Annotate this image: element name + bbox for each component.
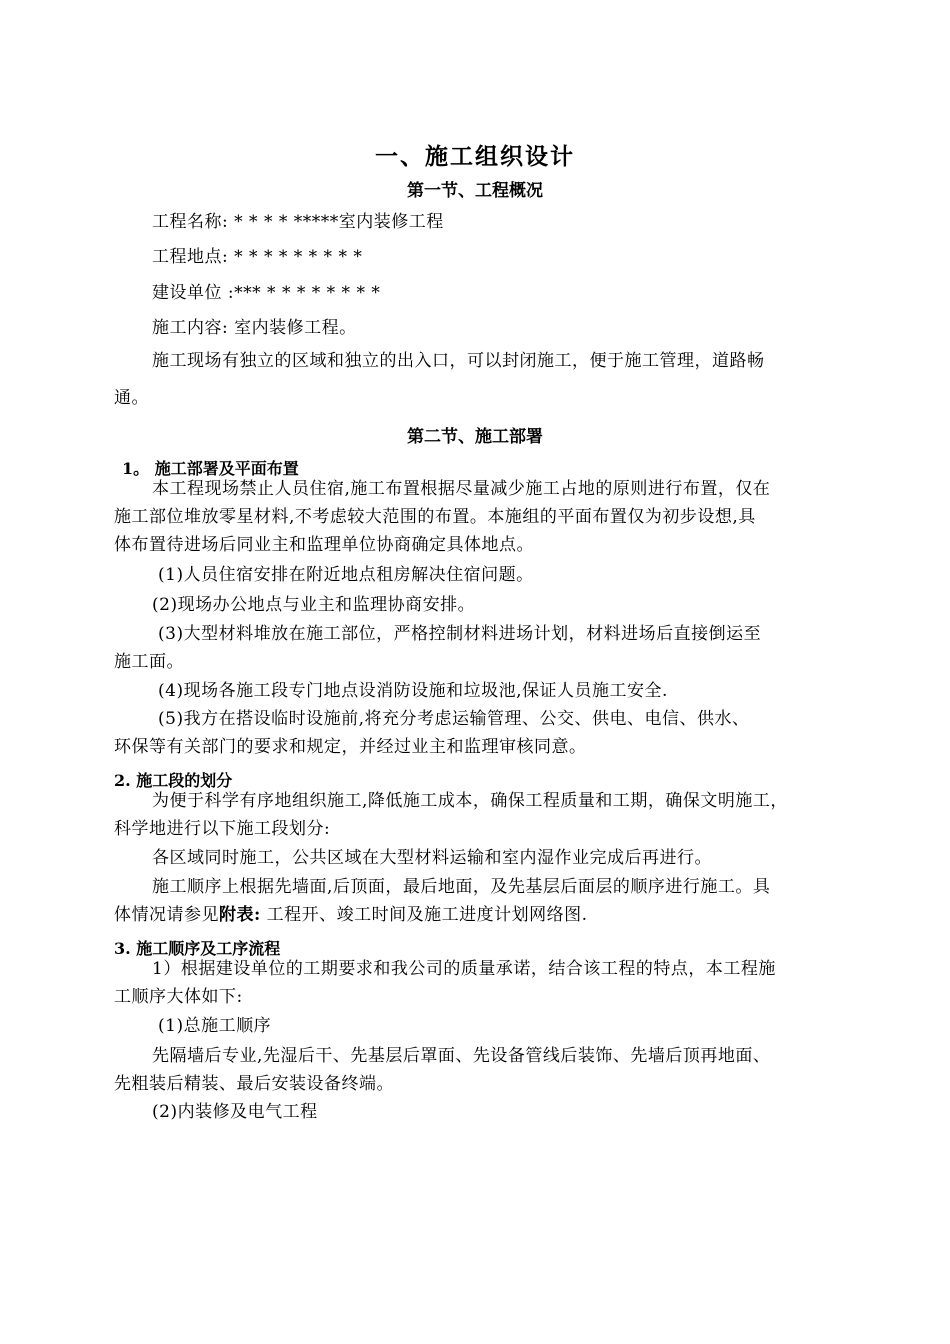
sub-heading: (2)内装修及电气工程 bbox=[152, 1102, 318, 1122]
paragraph-line: 工顺序大体如下: bbox=[114, 987, 243, 1007]
text-run: 体情况请参见 bbox=[114, 905, 219, 925]
paragraph-line: 体布置待进场后同业主和监理单位协商确定具体地点。 bbox=[114, 535, 534, 555]
owner-unit: 建设单位 :*** * * * * * * * * bbox=[152, 283, 381, 303]
section-1-title: 第一节、工程概况 bbox=[407, 181, 543, 201]
paragraph-line: 施工顺序上根据先墙面,后顶面，最后地面，及先基层后面层的顺序进行施工。具 bbox=[152, 877, 771, 897]
paragraph-line: 先隔墙后专业,先湿后干、先基层后罩面、先设备管线后装饰、先墙后顶再地面、 bbox=[152, 1046, 771, 1066]
project-location: 工程地点: * * * * * * * * * bbox=[152, 247, 363, 267]
document-title: 一、施工组织设计 bbox=[375, 143, 575, 170]
paragraph-line: 先粗装后精装、最后安装设备终端。 bbox=[114, 1074, 394, 1094]
list-item: (3)大型材料堆放在施工部位，严格控制材料进场计划，材料进场后直接倒运至 bbox=[158, 624, 762, 644]
project-name: 工程名称: * * * * *****室内装修工程 bbox=[152, 212, 444, 232]
site-description: 施工现场有独立的区域和独立的出入口，可以封闭施工，便于施工管理，道路畅 bbox=[152, 351, 765, 371]
text-run: 工程开、竣工时间及施工进度计划网络图. bbox=[260, 905, 588, 925]
list-item: (2)现场办公地点与业主和监理协商安排。 bbox=[152, 595, 476, 615]
list-item: (5)我方在搭设临时设施前,将充分考虑运输管理、公交、供电、电信、供水、 bbox=[158, 709, 750, 729]
list-item-cont: 环保等有关部门的要求和规定，并经过业主和监理审核同意。 bbox=[114, 737, 587, 757]
paragraph-line: 各区域同时施工，公共区域在大型材料运输和室内湿作业完成后再进行。 bbox=[152, 848, 712, 868]
heading-deployment: 1。 施工部署及平面布置 bbox=[122, 459, 299, 478]
paragraph-line: 科学地进行以下施工段划分: bbox=[114, 819, 331, 839]
paragraph-line: 本工程现场禁止人员住宿,施工布置根据尽量减少施工占地的原则进行布置，仅在 bbox=[152, 479, 771, 499]
paragraph-line: 为便于科学有序地组织施工,降低施工成本，确保工程质量和工期，确保文明施工， bbox=[152, 791, 788, 811]
heading-segments: 2. 施工段的划分 bbox=[114, 771, 233, 790]
list-item-cont: 施工面。 bbox=[114, 652, 184, 672]
appendix-label: 附表: bbox=[219, 905, 261, 925]
construction-content: 施工内容: 室内装修工程。 bbox=[152, 318, 357, 338]
paragraph-line: 施工部位堆放零星材料,不考虑较大范围的布置。本施组的平面布置仅为初步设想,具 bbox=[114, 507, 756, 527]
sub-heading: (1)总施工顺序 bbox=[158, 1016, 272, 1036]
heading-sequence: 3. 施工顺序及工序流程 bbox=[114, 939, 281, 958]
list-item: (1)人员住宿安排在附近地点租房解决住宿问题。 bbox=[158, 565, 534, 585]
paragraph-line bbox=[114, 904, 588, 926]
site-description-cont: 通。 bbox=[114, 388, 149, 408]
section-2-title: 第二节、施工部署 bbox=[407, 427, 543, 447]
paragraph-line: 1）根据建设单位的工期要求和我公司的质量承诺，结合该工程的特点，本工程施 bbox=[152, 959, 776, 979]
list-item: (4)现场各施工段专门地点设消防设施和垃圾池,保证人员施工安全. bbox=[158, 681, 668, 701]
